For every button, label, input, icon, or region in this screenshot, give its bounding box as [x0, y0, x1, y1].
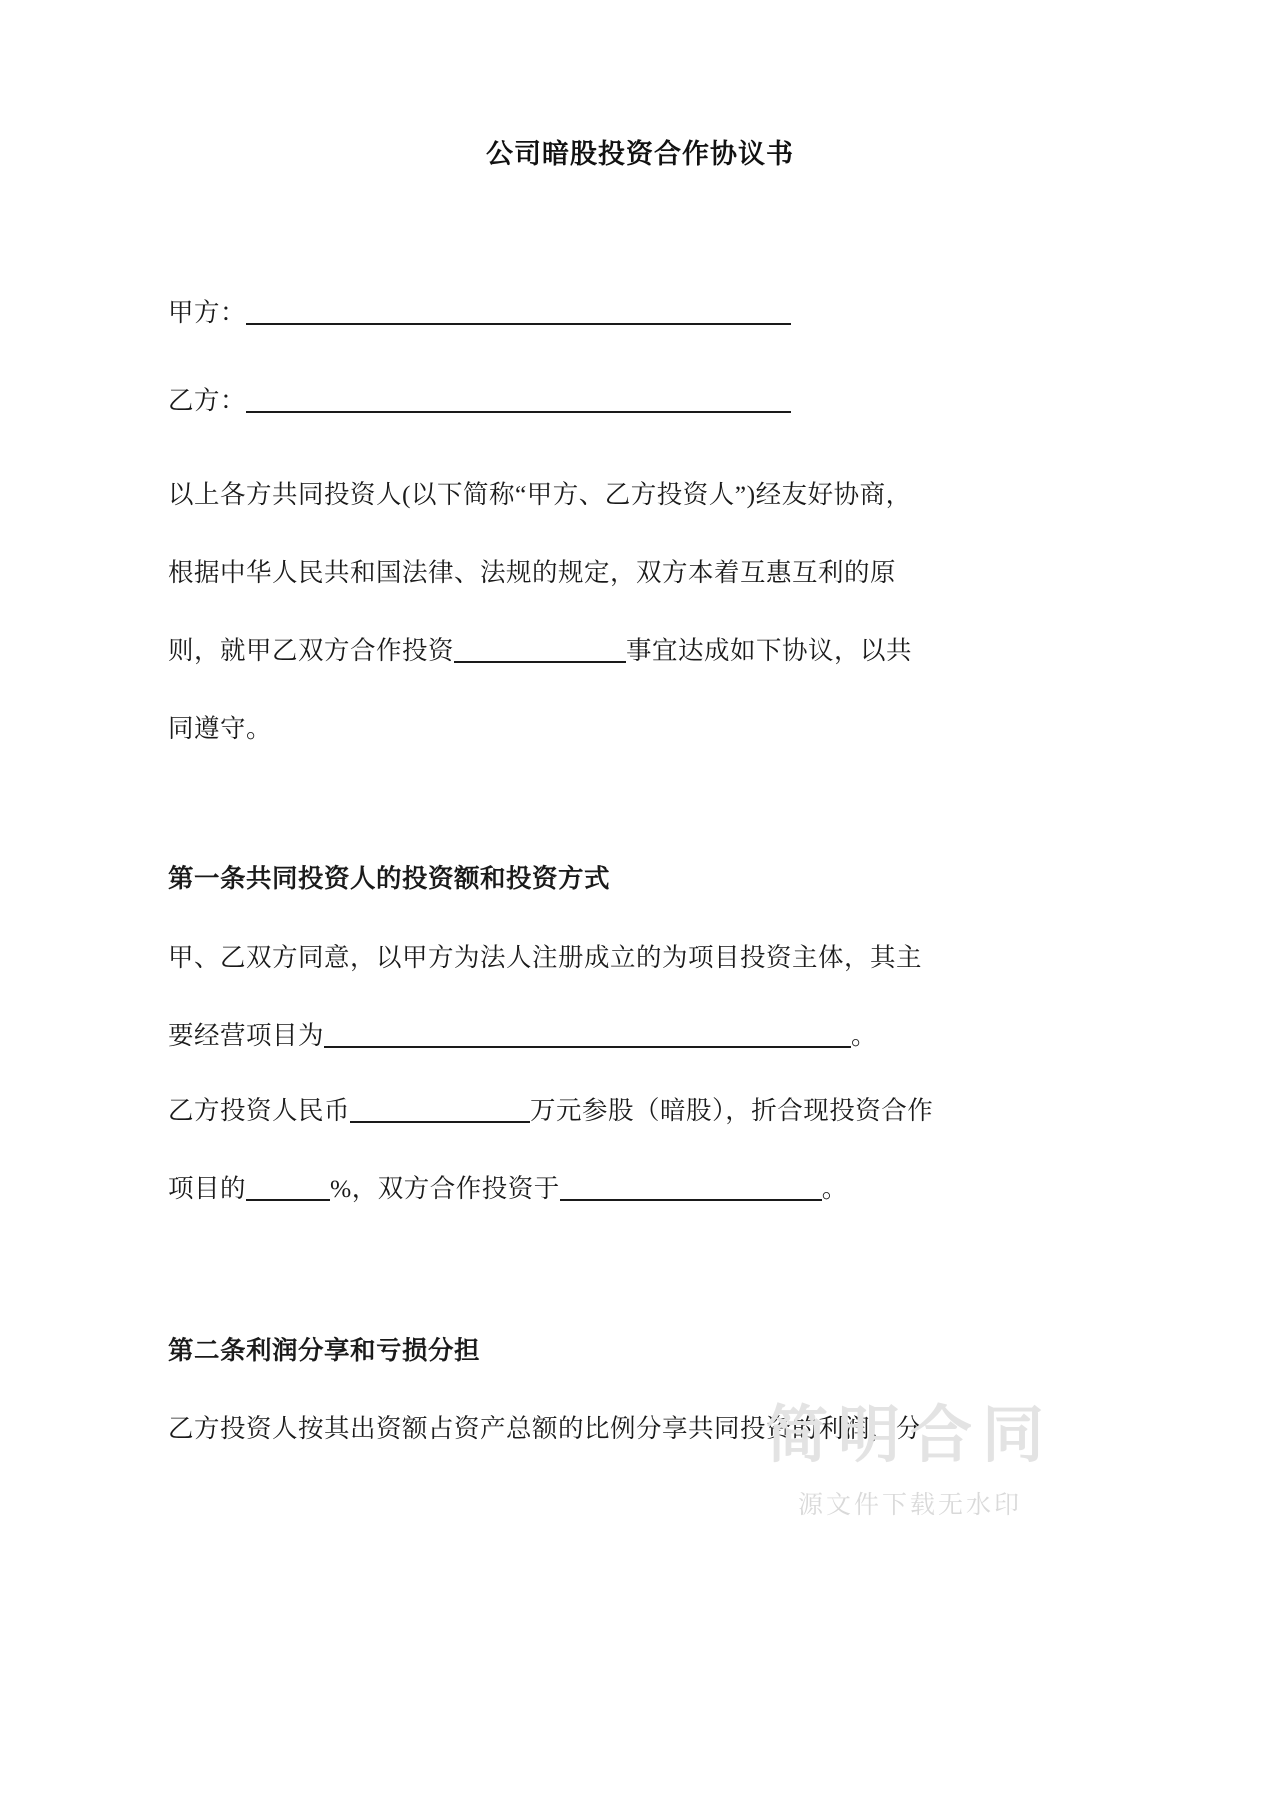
section-heading-2: 第二条利润分享和亏损分担: [168, 1336, 481, 1365]
cooperation-investment-blank[interactable]: [454, 639, 626, 663]
party-label-second: 乙方：: [168, 386, 247, 415]
page-title: 公司暗股投资合作协议书: [486, 139, 794, 169]
section-1-paragraph-2-line-2: [168, 1176, 848, 1202]
project-share-label: 项目的: [168, 1174, 247, 1203]
investment-amount-label: 乙方投资人民币: [168, 1096, 351, 1125]
watermark: [745, 1385, 1075, 1570]
preamble-line-2: 根据中华人民共和国法律、法规的规定，双方本着互惠互利的原: [168, 558, 897, 587]
preamble-line-1: 以上各方共同投资人(以下简称“甲方、乙方投资人”)经友好协商，: [168, 480, 912, 509]
section-1-paragraph-1-line-1: 甲、乙双方同意，以甲方为法人注册成立的为项目投资主体，其主: [168, 943, 923, 972]
investment-amount-suffix: 万元参股（暗股），折合现投资合作: [530, 1096, 934, 1125]
business-project-label: 要经营项目为: [168, 1021, 325, 1050]
investment-amount-blank[interactable]: [350, 1099, 530, 1123]
business-project-period: 。: [851, 1021, 878, 1050]
section-heading-1: 第一条共同投资人的投资额和投资方式: [168, 864, 611, 893]
preamble-line-4: 同遵守。: [168, 714, 273, 743]
project-share-period: 。: [821, 1174, 848, 1203]
section-2-paragraph-1-line-1: 乙方投资人按其出资额占资产总额的比例分享共同投资的利润，分: [168, 1414, 923, 1443]
party-row-second: [168, 388, 791, 414]
section-1-paragraph-2-line-1: [168, 1098, 933, 1124]
investment-target-blank[interactable]: [560, 1177, 822, 1201]
preamble-line-3-after: 事宜达成如下协议，以共: [626, 636, 913, 665]
section-1-paragraph-1-line-2: [168, 1023, 877, 1049]
preamble-line-3: [168, 638, 912, 664]
business-project-blank[interactable]: [324, 1024, 851, 1048]
project-share-percent-blank[interactable]: [246, 1177, 330, 1201]
party-label-first: 甲方：: [168, 298, 247, 327]
project-share-mid: %，双方合作投资于: [330, 1174, 560, 1203]
preamble-line-3-before: 则，就甲乙双方合作投资: [168, 636, 455, 665]
watermark-primary-text: 简明合同: [765, 1401, 1054, 1470]
watermark-secondary-text: 源文件下载无水印: [797, 1491, 1022, 1519]
party-row-first: [168, 300, 791, 326]
party-blank-first[interactable]: [246, 301, 791, 325]
party-blank-second[interactable]: [246, 389, 791, 413]
